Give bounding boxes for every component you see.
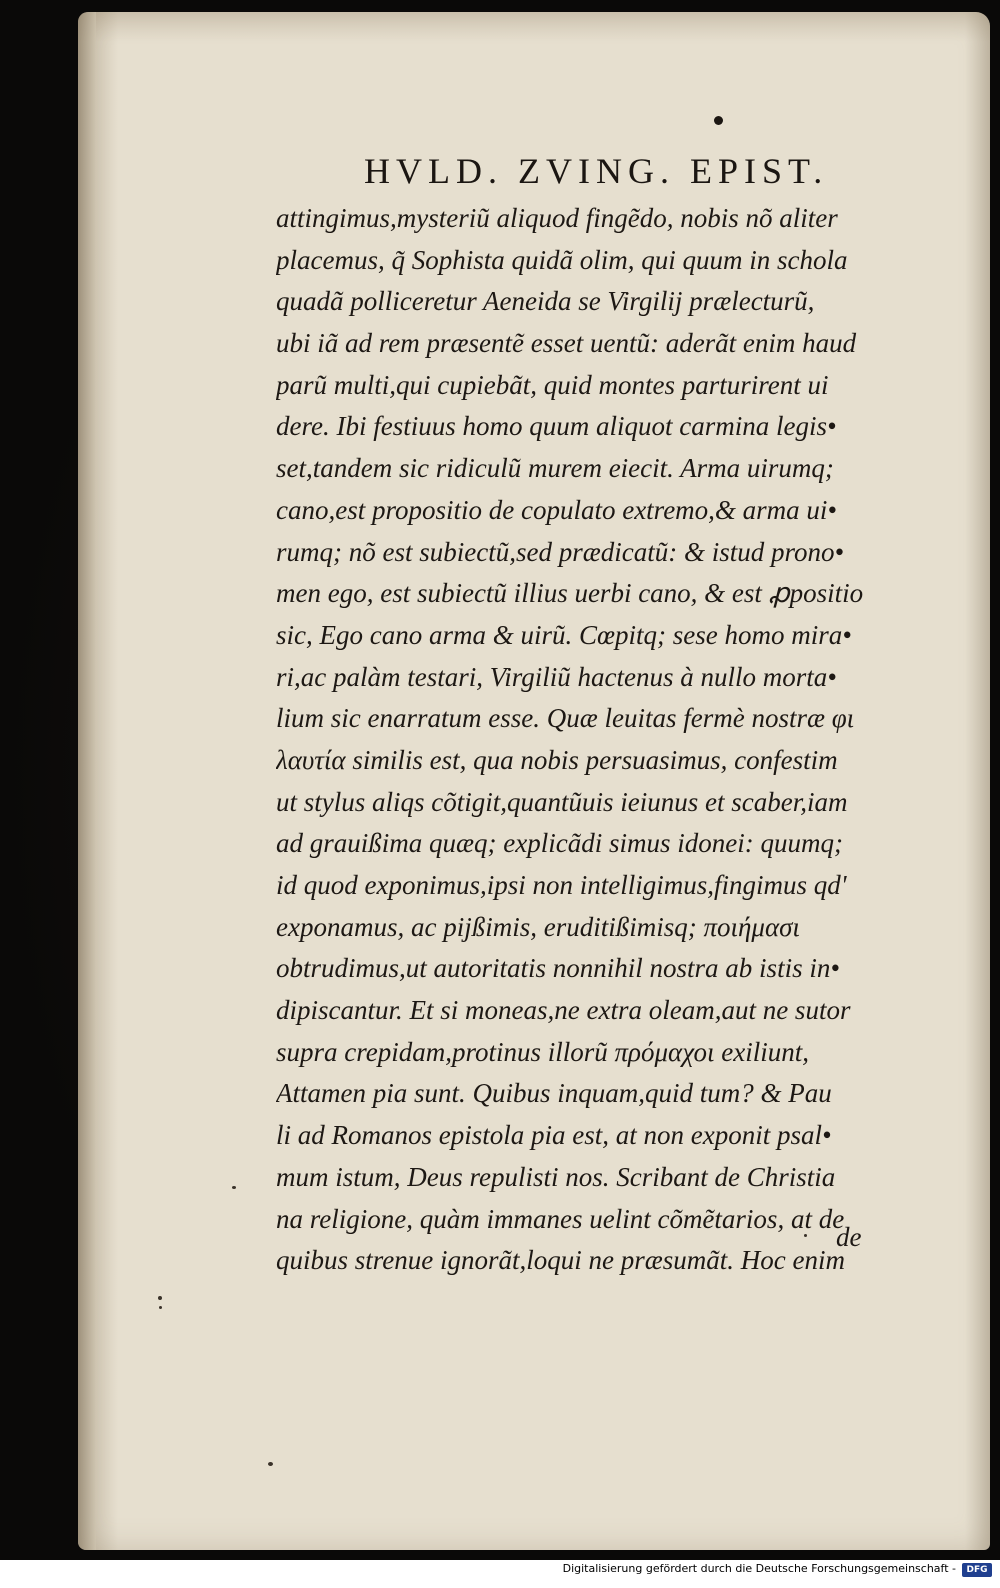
text-line: ubi iã ad rem præsentẽ esset uentũ: aderãt enim haud bbox=[276, 328, 857, 359]
text-line: id quod exponimus,ipsi non intelligimus,fingimus qd' bbox=[276, 870, 847, 900]
text-line: λαυτία similis est, qua nobis persuasimus, confestim bbox=[276, 744, 838, 775]
text-line: dere. Ibi festiuus homo quum aliquot carmina legis• bbox=[276, 411, 837, 442]
text-line: sic, Ego cano arma & uirũ. Cœpitq; sese homo mira• bbox=[276, 619, 852, 650]
text-line: mum istum, Deus repulisti nos. Scribant de Christia bbox=[276, 1161, 836, 1192]
dfg-logo: DFG bbox=[962, 1563, 992, 1577]
text-line: set,tandem sic ridiculũ murem eiecit. Arma uirumq; bbox=[276, 453, 834, 484]
text-line: ri,ac palàm testari, Virgiliũ hactenus à nullo morta• bbox=[276, 661, 837, 692]
footer-credit: Digitalisierung gefördert durch die Deutsche Forschungsgemeinschaft - bbox=[562, 1562, 956, 1575]
ink-dot bbox=[714, 116, 723, 125]
paper-speck bbox=[804, 1234, 807, 1237]
text-line: li ad Romanos epistola pia est, at non exponit psal• bbox=[276, 1120, 832, 1151]
text-line: men ego, est subiectũ illius uerbi cano, & est ꝓpositio bbox=[276, 578, 864, 609]
text-line: attingimus,mysteriũ aliquod fingẽdo, nobis nõ aliter bbox=[276, 203, 838, 233]
text-line: placemus, q̃ Sophista quidã olim, qui quum in schola bbox=[276, 244, 848, 275]
text-line: ut stylus aliqs cõtigit,quantũuis ieiunus et scaber,iam bbox=[276, 786, 848, 817]
page-edge-shadow bbox=[78, 12, 96, 1550]
text-line: ad grauißima quæq; explicãdi simus idonei: quumq; bbox=[276, 828, 843, 859]
text-line: lium sic enarratum esse. Quæ leuitas fermè nostræ φι bbox=[276, 703, 855, 734]
text-line: parũ multi,qui cupiebãt, quid montes parturirent ui bbox=[276, 369, 829, 400]
text-line: quadã polliceretur Aeneida se Virgilij prælecturũ, bbox=[276, 286, 815, 317]
running-head: HVLD. ZVING. EPIST. bbox=[364, 151, 829, 191]
text-line: obtrudimus,ut autoritatis nonnihil nostra ab istis in• bbox=[276, 953, 840, 984]
text-line: quibus strenue ignorãt,loqui ne præsumãt. Hoc enim bbox=[276, 1245, 845, 1276]
text-line: cano,est propositio de copulato extremo,& arma ui• bbox=[276, 494, 837, 525]
paper-speck bbox=[159, 1306, 162, 1309]
paper-speck bbox=[158, 1296, 162, 1300]
text-line: na religione, quàm immanes uelint cõmẽtarios, at de bbox=[276, 1203, 845, 1234]
text-body bbox=[276, 198, 916, 1282]
text-line: supra crepidam,protinus illorũ πρόμαχοι exiliunt, bbox=[276, 1036, 810, 1067]
catchword: de bbox=[836, 1222, 862, 1252]
paper-speck bbox=[232, 1186, 236, 1189]
text-line: dipiscantur. Et si moneas,ne extra oleam,aut ne sutor bbox=[276, 995, 851, 1026]
paper-speck bbox=[268, 1462, 273, 1466]
text-line: rumq; nõ est subiectũ,sed prædicatũ: & istud prono• bbox=[276, 536, 844, 567]
text-line: exponamus, ac pijßimis, eruditißimisq; ποιήμασι bbox=[276, 911, 800, 942]
text-line: Attamen pia sunt. Quibus inquam,quid tum? & Pau bbox=[276, 1078, 832, 1109]
